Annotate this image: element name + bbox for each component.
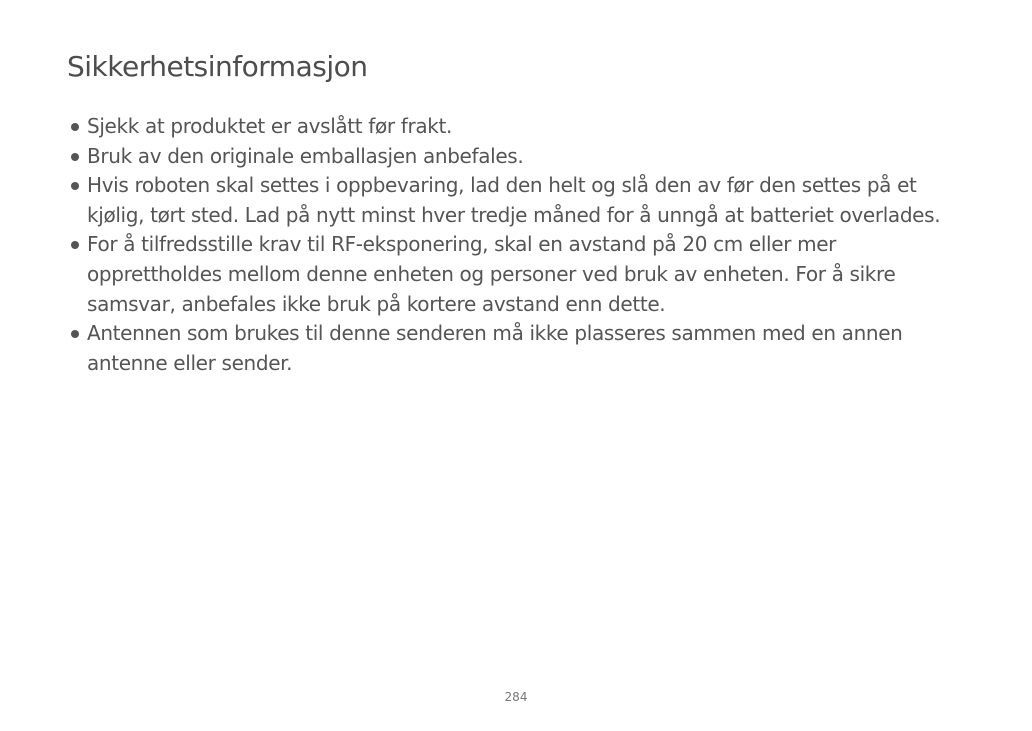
- list-item: [68, 171, 973, 230]
- bullet-dot-icon: [71, 241, 79, 249]
- bullet-text: Hvis roboten skal settes i oppbevaring, lad den helt og slå den av før den settes på et kjølig, tørt sted. Lad på nytt minst hver tredje måned for å unngå at batteriet overlades.: [87, 173, 941, 227]
- bullet-dot-icon: [71, 123, 79, 131]
- list-item: [68, 230, 973, 319]
- list-item: [68, 112, 973, 142]
- list-item: [68, 319, 973, 378]
- bullet-dot-icon: [71, 153, 79, 161]
- bullet-text: Bruk av den originale emballasjen anbefales.: [87, 143, 524, 168]
- bullet-text: Sjekk at produktet er avslått før frakt.: [87, 114, 452, 138]
- bullet-dot-icon: [71, 330, 79, 338]
- page-number: 284: [504, 690, 528, 704]
- list-item: [68, 142, 973, 172]
- bullet-text: For å tilfredsstille krav til RF-eksponering, skal en avstand på 20 cm eller mer opprettholdes mellom denne enheten og personer ved bruk av enheten. For å sikre samsvar, anbefales ikke bruk på kortere avstand enn dette.: [87, 232, 896, 316]
- bullet-text: Antennen som brukes til denne senderen må ikke plasseres sammen med en annen antenne eller sender.: [87, 321, 903, 375]
- page-title: Sikkerhetsinformasjon: [67, 50, 368, 83]
- bullet-dot-icon: [71, 182, 79, 190]
- safety-bullet-list: [68, 112, 973, 378]
